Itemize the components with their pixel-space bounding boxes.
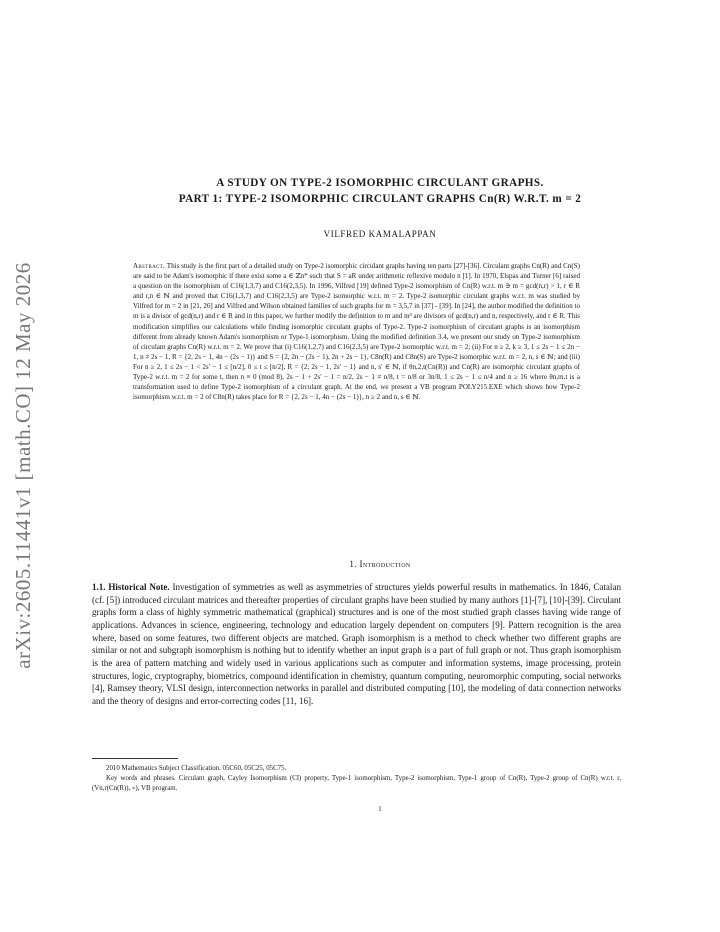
paper-title (80, 176, 680, 207)
section-body (92, 581, 621, 708)
subject-classification: 2010 Mathematics Subject Classification. 05C60, 05C25, 05C75. (106, 765, 287, 772)
footnote-divider (92, 758, 178, 759)
keywords: Key words and phrases. Circulant graph, Cayley Isomorphism (CI) property, Type-1 isomorphism, Type-2 isomorphism, Type-1 group of Cn(R), Type-2 group of Cn(R) w.r.t. r, (Vn,r(Cn(R)), ∘), VB program. (92, 774, 621, 792)
abstract-text: This study is the first part of a detailed study on Type-2 isomorphic circulant graphs having ten parts [27]-[36]. Circulant graphs Cn(R) and Cn(S) are said to be Adam's isomorphic if there exist some a ∈ ℤn* such that S = aR under arithmetic reflexive modulo n [1]. In 1970, Elspas and Turner [6] raised a question on the isomorphism of C16(1,3,7) and C16(2,3,5). In 1996, Vilfred [19] defined Type-2 isomorphism of Cn(R) w.r.t. m ∋ m = gcd(n,r) > 1, r ∈ R and r,n ∈ ℕ and proved that C16(1,3,7) and C16(2,3,5) are Type-2 isomorphic w.r.t. m = 2. Type-2 isomorphic circulant graphs w.r.t. m was studied by Vilfred for m = 2 in [21, 26] and Vilfred and Wilson obtained families of such graphs for m = 3,5,7 in [37] - [39]. In [24], the author modified the definition to m is a divisor of gcd(n,r) and r ∈ R and in this paper, we further modify the definition to m and m³ are divisors of gcd(n,r) and n, respectively, and r ∈ R. This modification simplifies our calculations while finding isomorphic circulant graphs of Type-2. Type-2 isomorphism of circulant graphs is an isomorphism different from already known Adam's isomorphism or Type-1 isomorphism. Using the modified definition 3.4, we present our study on Type-2 isomorphism of circulant graphs Cn(R) w.r.t. m = 2. We prove that (i) C16(1,2,7) and C16(2,3,5) are Type-2 isomorphic w.r.t. m = 2; (ii) For n ≥ 2, k ≥ 3, 1 ≤ 2s − 1 ≤ 2n − 1, n ≠ 2s − 1, R = {2, 2s − 1, 4n − (2s − 1)} and S = {2, 2n − (2s − 1), 2n + 2s − 1}, C8n(R) and C8n(S) are Type-2 isomorphic w.r.t. m = 2, n, s ∈ ℕ; and (iii) For n ≥ 2, 1 ≤ 2s − 1 < 2s′ − 1 ≤ [n/2], 0 ≤ t ≤ [n/2], R = {2, 2s − 1, 2s′ − 1} and n, s′ ∈ ℕ, if θn,2,t(Cn(R)) and Cn(R) are isomorphic circulant graphs of Type-2 w.r.t. m = 2 for some t, then n ≡ 0 (mod 8), 2s − 1 + 2s′ − 1 = n/2, 2s − 1 ≠ n/8, t = n/8 or 3n/8, 1 ≤ 2s − 1 ≤ n/4 and n ≥ 16 where θn,m,t is a transformation used to define Type-2 isomorphism of a circulant graph. At the end, we present a VB program POLY215.EXE which shows how Type-2 isomorphism w.r.t. m = 2 of C8n(R) takes place for R = {2, 2s − 1, 4n − (2s − 1)}, n ≥ 2 and n, s ∈ ℕ. (133, 262, 580, 402)
arxiv-sidebar (6, 240, 40, 690)
title-line-2: PART 1: TYPE-2 ISOMORPHIC CIRCULANT GRAPHS Cn(R) W.R.T. m = 2 (178, 192, 582, 205)
footnotes (92, 764, 621, 793)
title-line-1: A STUDY ON TYPE-2 ISOMORPHIC CIRCULANT GRAPHS. (216, 177, 544, 189)
author-name: VILFRED KAMALAPPAN (323, 229, 437, 239)
arxiv-identifier: arXiv:2605.11441v1 [math.CO] 12 May 2026 (10, 261, 35, 669)
abstract-label: Abstract. (133, 262, 166, 270)
section-heading: 1. Introduction (349, 559, 411, 569)
paragraph-text: Investigation of symmetries as well as asymmetries of structures yields powerful results in mathematics. In 1846, Catalan (cf. [5]) introduced circulant matrices and thereafter properties of circulant graphs have been studied by many authors [1]-[7], [10]-[39]. Circulant graphs form a class of highly symmetric mathematical (graphical) structures and is one of the most studied graph classes having wide range of applications. Advances in science, engineering, technology and education largely dependent on computers [9]. Pattern recognition is the area where, based on some features, two different objects are matched. Graph isomorphism is a method to check whether two different graphs are similar or not and subgraph isomorphism is nothing but to identify whether an input graph is a part of full graph or not. Thus graph isomorphism is the area of pattern matching and widely used in various applications such as computer and information systems, image processing, protein structures, logic, cryptography, biometrics, compound identification in chemistry, quantum computing, neuromorphic computing, social networks [4], Ramsey theory, VLSI design, interconnection networks in parallel and distributed computing [10], the modeling of data connection networks and the theory of designs and error-correcting codes [11, 16]. (92, 582, 621, 706)
paragraph-heading: 1.1. Historical Note. (92, 582, 170, 592)
abstract (133, 261, 580, 402)
page-number: 1 (378, 805, 382, 813)
